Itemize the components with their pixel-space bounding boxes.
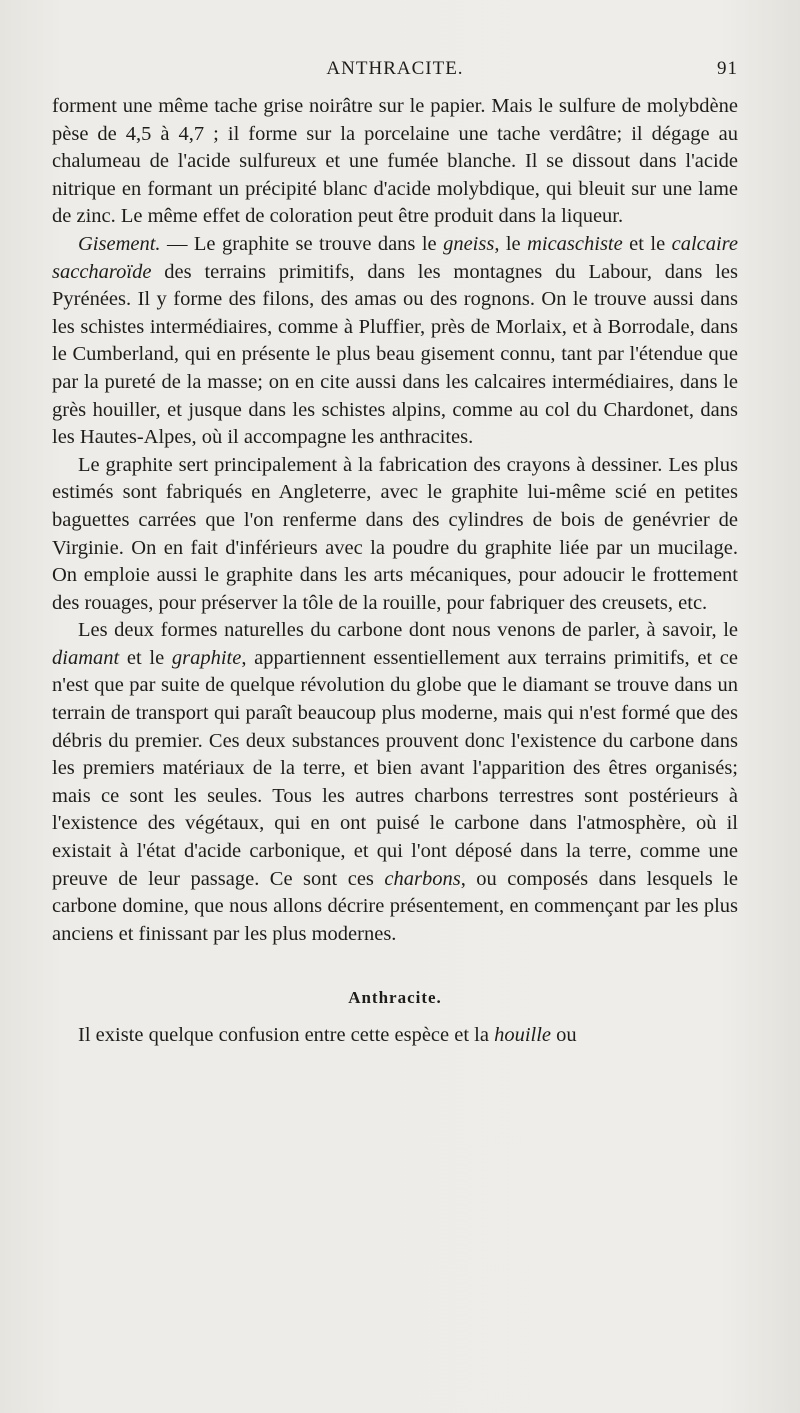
running-title: ANTHRACITE. <box>326 58 464 79</box>
paragraph-anthracite <box>52 1022 738 1050</box>
term-houille: houille <box>494 1024 552 1046</box>
body-text <box>52 93 738 1050</box>
carbon-text-d: , ou composés dans lesquels le carbone domine, que nous allons décrire présentement, en commençant par les plus anciens et finissant par les plus modernes. <box>52 867 738 945</box>
uses-text: Le graphite sert principalement à la fabrication des crayons à dessiner. Les plus estimés sont fabriqués en Angleterre, avec le graphite lui-même scié en petites baguettes carrées que l'on renferme dans des cylindres de bois de genévrier de Virginie. On en fait d'inférieurs avec la poudre du graphite liée par un mucilage. On emploie aussi le graphite dans les arts mécaniques, pour adoucir le frottement des rouages, pour préserver la tôle de la rouille, pour fabriquer des creusets, etc. <box>52 453 738 614</box>
term-gneiss: gneiss <box>443 232 495 255</box>
gisement-text-c: et le <box>622 232 672 255</box>
carbon-text-b: et le <box>119 646 172 669</box>
paragraph-carbon-forms <box>52 617 738 948</box>
section-heading-anthracite: Anthracite. <box>348 988 442 1008</box>
page-header <box>52 58 738 88</box>
paragraph-uses <box>52 452 738 618</box>
term-micaschiste: micaschiste <box>527 232 623 255</box>
paragraph-gisement <box>52 231 738 452</box>
gisement-text-a: — Le graphite se trouve dans le <box>160 232 444 255</box>
term-graphite: graphite <box>171 646 242 669</box>
gisement-text-b: , le <box>494 232 528 255</box>
gisement-lead: Gisement. <box>78 232 161 255</box>
carbon-text-a: Les deux formes naturelles du carbone dont nous venons de parler, à savoir, le <box>78 619 738 642</box>
term-calcaire: calcaire saccharoïde <box>52 232 738 283</box>
page-number: 91 <box>717 58 738 79</box>
term-charbons: charbons <box>384 867 461 890</box>
term-diamant: diamant <box>52 646 120 669</box>
carbon-text-c: , appartiennent essentiellement aux terrains primitifs, et ce n'est que par suite de quelque révolution du globe que le diamant se trouve dans un terrain de transport qui paraît beaucoup plus moderne, mais qui n'est formé que des débris du premier. Ces deux substances prouvent donc l'existence du carbone dans les premiers matériaux de la terre, et bien avant l'apparition des êtres organisés; mais ce sont les seules. Tous les autres charbons terrestres sont postérieurs à l'existence des végétaux, qui en ont puisé le carbone dans l'atmosphère, où il existait à l'état d'acide carbonique, et qui l'ont déposé dans la terre, comme une preuve de leur passage. Ce sont ces <box>52 646 738 890</box>
anthracite-text-a: Il existe quelque confusion entre cette espèce et la <box>78 1024 495 1046</box>
paragraph-1 <box>52 93 738 231</box>
anthracite-text-b: ou <box>551 1024 577 1046</box>
gisement-text-d: des terrains primitifs, dans les montagnes du Labour, dans les Pyrénées. Il y forme des filons, des amas ou des rognons. On le trouve aussi dans les schistes intermédiaires, comme à Pluffier, près de Morlaix, et à Borrodale, dans le Cumberland, qui en présente le plus beau gisement connu, tant par l'étendue que par la pureté de la masse; on en cite aussi dans les calcaires intermédiaires, dans le grès houiller, et jusque dans les schistes alpins, comme au col du Chardonet, dans les Hautes-Alpes, où il accompagne les anthracites. <box>52 260 738 449</box>
paragraph-1-text: forment une même tache grise noirâtre sur le papier. Mais le sulfure de molybdène pèse de 4,5 à 4,7 ; il forme sur la porcelaine une tache verdâtre; il dégage au chalumeau de l'acide sulfureux et une fumée blanche. Il se dissout dans l'acide nitrique en formant un précipité blanc d'acide molybdique, qui bleuit sur une lame de zinc. Le même effet de coloration peut être produit dans la liqueur. <box>52 95 738 228</box>
